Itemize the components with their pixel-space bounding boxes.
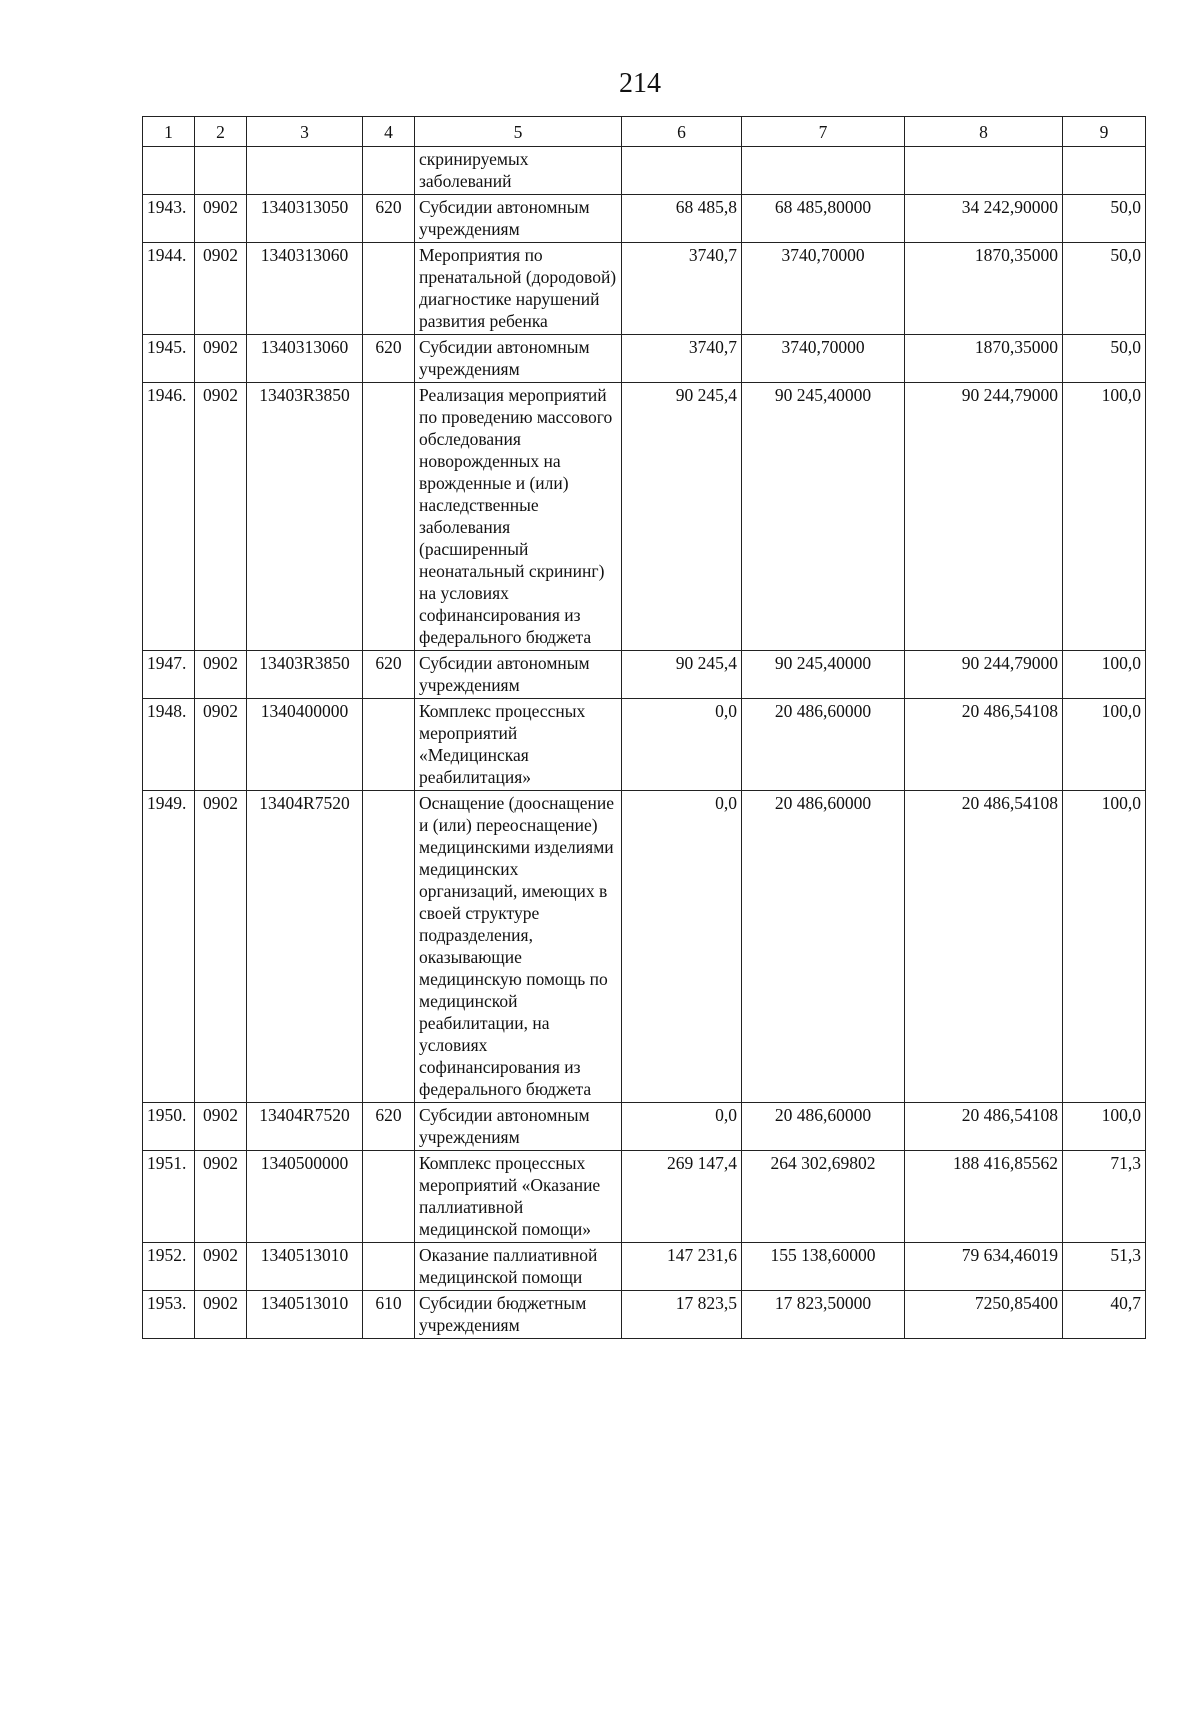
value-col-7: 264 302,69802 [742,1151,905,1243]
row-number: 1945. [143,335,195,383]
target-code: 13403R3850 [247,651,363,699]
expense-type: 620 [363,651,415,699]
table-row [143,651,1146,699]
expense-type [363,243,415,335]
section-code: 0902 [195,335,247,383]
column-header: 5 [415,117,622,147]
section-code: 0902 [195,791,247,1103]
value-col-6 [622,147,742,195]
section-code: 0902 [195,243,247,335]
section-code: 0902 [195,1243,247,1291]
item-name: скринируемых заболеваний [415,147,622,195]
value-col-8: 188 416,85562 [905,1151,1063,1243]
value-col-7: 155 138,60000 [742,1243,905,1291]
item-name: Субсидии автономным учреждениям [415,1103,622,1151]
expense-type [363,791,415,1103]
column-header: 4 [363,117,415,147]
target-code: 13404R7520 [247,791,363,1103]
row-number: 1943. [143,195,195,243]
value-col-6: 3740,7 [622,243,742,335]
value-col-7 [742,147,905,195]
value-col-9: 50,0 [1063,335,1146,383]
section-code: 0902 [195,699,247,791]
target-code [247,147,363,195]
value-col-6: 0,0 [622,699,742,791]
page-number: 214 [619,68,661,99]
row-number: 1950. [143,1103,195,1151]
expense-type [363,1243,415,1291]
section-code: 0902 [195,1291,247,1339]
table-row [143,383,1146,651]
table-row [143,147,1146,195]
row-number: 1948. [143,699,195,791]
value-col-9: 51,3 [1063,1243,1146,1291]
row-number: 1951. [143,1151,195,1243]
value-col-7: 90 245,40000 [742,383,905,651]
value-col-8: 1870,35000 [905,243,1063,335]
value-col-9: 71,3 [1063,1151,1146,1243]
column-header: 8 [905,117,1063,147]
value-col-8: 7250,85400 [905,1291,1063,1339]
target-code: 1340313060 [247,243,363,335]
budget-table [142,116,1146,1339]
item-name: Субсидии автономным учреждениям [415,195,622,243]
table-row [143,699,1146,791]
column-header: 9 [1063,117,1146,147]
section-code: 0902 [195,1103,247,1151]
table-row [143,335,1146,383]
row-number: 1952. [143,1243,195,1291]
value-col-6: 17 823,5 [622,1291,742,1339]
value-col-6: 68 485,8 [622,195,742,243]
target-code: 1340313050 [247,195,363,243]
value-col-7: 17 823,50000 [742,1291,905,1339]
value-col-6: 90 245,4 [622,383,742,651]
value-col-7: 20 486,60000 [742,1103,905,1151]
table-row [143,1291,1146,1339]
value-col-9: 100,0 [1063,651,1146,699]
expense-type [363,699,415,791]
value-col-9: 40,7 [1063,1291,1146,1339]
value-col-7: 68 485,80000 [742,195,905,243]
value-col-7: 20 486,60000 [742,791,905,1103]
value-col-7: 3740,70000 [742,335,905,383]
value-col-8: 20 486,54108 [905,791,1063,1103]
value-col-7: 90 245,40000 [742,651,905,699]
value-col-7: 20 486,60000 [742,699,905,791]
row-number: 1947. [143,651,195,699]
expense-type: 620 [363,1103,415,1151]
target-code: 1340313060 [247,335,363,383]
section-code: 0902 [195,195,247,243]
target-code: 13404R7520 [247,1103,363,1151]
value-col-8: 20 486,54108 [905,1103,1063,1151]
value-col-8: 1870,35000 [905,335,1063,383]
target-code: 1340513010 [247,1291,363,1339]
value-col-6: 3740,7 [622,335,742,383]
column-header: 2 [195,117,247,147]
table-row [143,1243,1146,1291]
expense-type [363,383,415,651]
item-name: Субсидии автономным учреждениям [415,335,622,383]
table-row [143,243,1146,335]
value-col-7: 3740,70000 [742,243,905,335]
value-col-9: 100,0 [1063,791,1146,1103]
row-number: 1949. [143,791,195,1103]
item-name: Субсидии автономным учреждениям [415,651,622,699]
value-col-6: 147 231,6 [622,1243,742,1291]
expense-type: 620 [363,335,415,383]
value-col-8 [905,147,1063,195]
column-header: 6 [622,117,742,147]
table-row [143,1103,1146,1151]
value-col-9: 100,0 [1063,1103,1146,1151]
value-col-8: 79 634,46019 [905,1243,1063,1291]
column-header: 7 [742,117,905,147]
expense-type: 610 [363,1291,415,1339]
column-header: 3 [247,117,363,147]
row-number: 1946. [143,383,195,651]
row-number [143,147,195,195]
target-code: 1340500000 [247,1151,363,1243]
value-col-6: 90 245,4 [622,651,742,699]
item-name: Мероприятия по пренатальной (дородовой) диагностике нарушений развития ребенка [415,243,622,335]
value-col-8: 34 242,90000 [905,195,1063,243]
value-col-6: 0,0 [622,1103,742,1151]
value-col-9 [1063,147,1146,195]
value-col-9: 50,0 [1063,243,1146,335]
table-row [143,195,1146,243]
item-name: Комплекс процессных мероприятий «Медицинская реабилитация» [415,699,622,791]
table-header-row [143,117,1146,147]
value-col-8: 20 486,54108 [905,699,1063,791]
item-name: Субсидии бюджетным учреждениям [415,1291,622,1339]
value-col-6: 269 147,4 [622,1151,742,1243]
row-number: 1953. [143,1291,195,1339]
table-row [143,1151,1146,1243]
expense-type: 620 [363,195,415,243]
value-col-9: 50,0 [1063,195,1146,243]
item-name: Реализация мероприятий по проведению массового обследования новорожденных на врожденные и (или) наследственные заболевания (расширенный неонатальный скрининг) на условиях софинансирования из федерального бюджета [415,383,622,651]
value-col-8: 90 244,79000 [905,383,1063,651]
expense-type [363,1151,415,1243]
item-name: Оказание паллиативной медицинской помощи [415,1243,622,1291]
section-code: 0902 [195,651,247,699]
value-col-6: 0,0 [622,791,742,1103]
item-name: Комплекс процессных мероприятий «Оказание паллиативной медицинской помощи» [415,1151,622,1243]
section-code: 0902 [195,383,247,651]
section-code: 0902 [195,1151,247,1243]
item-name: Оснащение (дооснащение и (или) переоснащение) медицинскими изделиями медицинских организаций, имеющих в своей структуре подразделения, оказывающие медицинскую помощь по медицинской реабилитации, на условиях софинансирования из федерального бюджета [415,791,622,1103]
target-code: 1340400000 [247,699,363,791]
section-code [195,147,247,195]
table-row [143,791,1146,1103]
value-col-9: 100,0 [1063,383,1146,651]
target-code: 13403R3850 [247,383,363,651]
expense-type [363,147,415,195]
value-col-8: 90 244,79000 [905,651,1063,699]
target-code: 1340513010 [247,1243,363,1291]
column-header: 1 [143,117,195,147]
value-col-9: 100,0 [1063,699,1146,791]
row-number: 1944. [143,243,195,335]
